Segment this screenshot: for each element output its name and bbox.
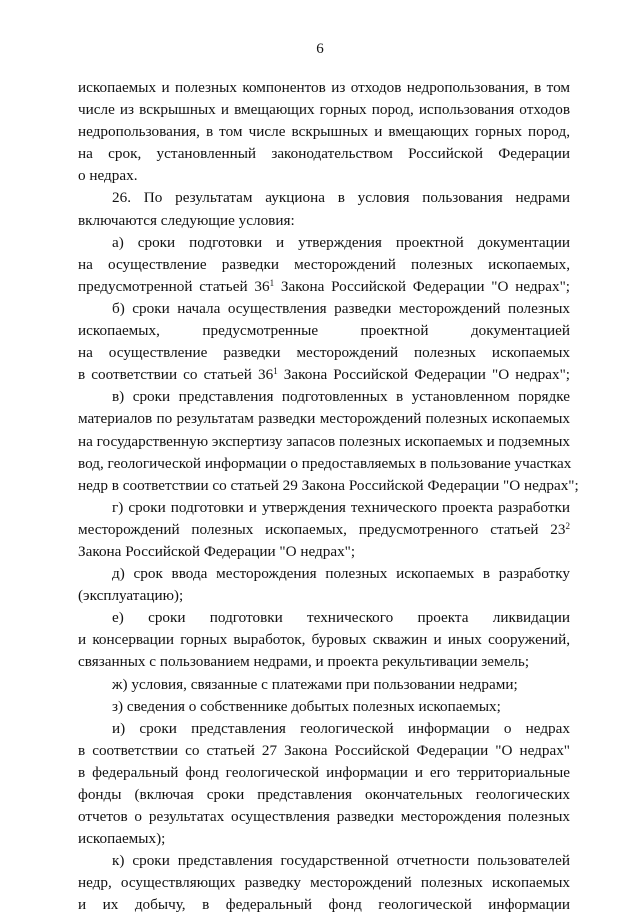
- text-line: связанных с пользованием недрами, и проекта рекультивации земель;: [78, 653, 530, 671]
- text-line: в федеральный фонд геологической информации и его территориальные: [78, 763, 570, 781]
- text-line: материалов по результатам разведки месторождений полезных ископаемых: [78, 410, 570, 428]
- text-line: а) сроки подготовки и утверждения проектной документации: [112, 233, 570, 251]
- text-line: числе из вскрышных и вмещающих горных пород, использования отходов: [78, 101, 570, 119]
- text-line: ископаемых, предусмотренные проектной документацией: [78, 322, 570, 340]
- text-line: Закона Российской Федерации "О недрах";: [78, 542, 356, 560]
- superscript: 1: [273, 366, 278, 377]
- text-line: и) сроки представления геологической информации о недрах: [112, 719, 570, 737]
- text-segment: предусмотренной статьей 36: [78, 277, 270, 295]
- text-line: к) сроки представления государственной отчетности пользователей: [112, 852, 570, 870]
- text-line: фонды (включая сроки представления окончательных геологических: [78, 786, 570, 803]
- page-number: 6: [316, 41, 324, 57]
- text-line: на осуществление разведки месторождений полезных ископаемых: [78, 344, 570, 362]
- text-segment: Закона Российской Федерации "О недрах";: [274, 277, 570, 295]
- superscript: 1: [269, 277, 275, 288]
- text-line: б) сроки начала осуществления разведки месторождений полезных: [112, 299, 570, 317]
- text-line: 26. По результатам аукциона в условия пользования недрами: [112, 189, 570, 207]
- text-line: о недрах.: [78, 167, 138, 185]
- text-line: недр, осуществляющих разведку месторождений полезных ископаемых: [78, 874, 570, 892]
- text-line: з) сведения о собственнике добытых полезных ископаемых;: [112, 697, 501, 715]
- text-line: ископаемых и полезных компонентов из отходов недропользования, в том: [78, 79, 570, 96]
- text-line: е) сроки подготовки технического проекта ликвидации: [112, 609, 570, 627]
- text-segment: месторождений полезных ископаемых, предусмотренного статьей 23: [78, 520, 566, 538]
- text-line: ископаемых);: [78, 830, 166, 848]
- text-line: на срок, установленный законодательством Российской Федерации: [78, 145, 570, 163]
- text-line: и их добычу, в федеральный фонд геологической информации: [78, 896, 570, 914]
- text-line: недр в соответствии со статьей 29 Закона Российской Федерации "О недрах";: [78, 476, 579, 494]
- text-line-with-superscript: [78, 276, 570, 298]
- text-line: ж) условия, связанные с платежами при пользовании недрами;: [112, 675, 518, 693]
- text-line: отчетов о результатах осуществления разведки месторождения полезных: [78, 808, 570, 826]
- text-line: в) сроки представления подготовленных в установленном порядке: [112, 388, 570, 406]
- superscript: 2: [565, 520, 570, 531]
- text-line: включаются следующие условия:: [78, 211, 295, 229]
- text-line: на государственную экспертизу запасов полезных ископаемых и подземных: [78, 432, 571, 450]
- text-line: и консервации горных выработок, буровых скважин и иных сооружений,: [78, 631, 570, 649]
- text-line: в соответствии со статьей 27 Закона Российской Федерации "О недрах": [78, 741, 570, 759]
- document-body: [78, 77, 579, 917]
- text-segment: в соответствии со статьей 36: [78, 366, 274, 384]
- text-segment: Закона Российской Федерации "О недрах";: [277, 366, 570, 384]
- text-line: вод, геологической информации о предоставляемых в пользование участках: [78, 454, 572, 472]
- text-line: на осуществление разведки месторождений полезных ископаемых,: [78, 255, 570, 273]
- text-line: г) сроки подготовки и утверждения технического проекта разработки: [112, 498, 570, 516]
- text-line: (эксплуатацию);: [78, 587, 184, 605]
- text-line-with-superscript: [78, 364, 570, 386]
- text-line: д) срок ввода месторождения полезных ископаемых в разработку: [112, 565, 570, 583]
- text-line: недропользования, в том числе вскрышных и вмещающих горных пород,: [78, 123, 570, 141]
- text-line-with-superscript: [78, 519, 570, 541]
